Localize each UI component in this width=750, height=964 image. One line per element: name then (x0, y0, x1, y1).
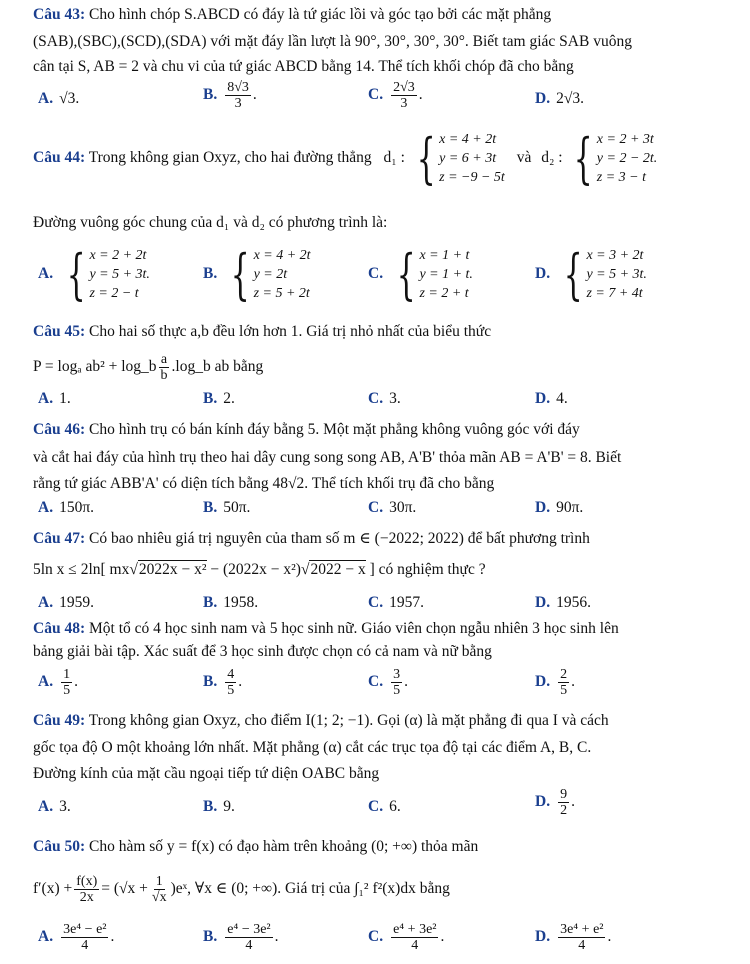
q49-line1: Câu 49: Trong không gian Oxyz, cho điểm I(1; 2; −1). Gọi (α) là mặt phẳng đi qua I và cách (33, 712, 609, 729)
q48-label: Câu 48: (33, 620, 86, 637)
q44-d2-system: { x = 2 + 3t y = 2 − 2t. z = 3 − t (574, 126, 658, 190)
q43-option-b[interactable]: B. $\frac{8√3}{3}$ . (203, 80, 257, 111)
q47-label: Câu 47: (33, 530, 86, 547)
q50-line2: f′(x) + $\frac{f(x)}{2x}$ = (√x + $\frac{1}{√x}$ )eˣ, ∀x ∈ (0; +∞). Giá trị của ∫₁² f²(x)dx bằng (33, 874, 450, 905)
q47-option-b[interactable]: B. 1958. (203, 594, 259, 611)
q47-line1: Câu 47: Có bao nhiêu giá trị nguyên của tham số m ∈ (−2022; 2022) để bất phương trình (33, 530, 590, 547)
q50-label: Câu 50: (33, 838, 86, 855)
q45-line2: P = logₐ ab² + log_b $\frac{a}{b}$ .log_b ab bằng (33, 352, 264, 383)
q50-line1: Câu 50: Cho hàm số y = f(x) có đạo hàm trên khoảng (0; +∞) thỏa mãn (33, 838, 479, 855)
q43-line3: cân tại S, AB = 2 và chu vi của tứ giác ABCD bằng 14. Thể tích khối chóp đã cho bằng (33, 58, 574, 75)
q45-line1: Câu 45: Cho hai số thực a,b đều lớn hơn 1. Giá trị nhỏ nhất của biểu thức (33, 323, 492, 340)
q45-option-c[interactable]: C. 3. (368, 390, 401, 407)
q43-label: Câu 43: (33, 6, 86, 23)
q43-line2: (SAB),(SBC),(SCD),(SDA) với mặt đáy lần lượt là 90°, 30°, 30°, 30°. Biết tam giác SAB vuông (33, 33, 632, 50)
q49-option-d[interactable]: D. $\frac{9}{2}$ . (535, 787, 575, 818)
q46-line2: và cắt hai đáy của hình trụ theo hai dây cung song song AB, A'B' thỏa mãn AB = A'B' = 8. Biết (33, 449, 622, 466)
q47-line2: 5ln x ≤ 2ln[ mx√2022x − x² − (2022x − x²)√2022 − x ] có nghiệm thực ? (33, 561, 486, 578)
q46-line1: Câu 46: Cho hình trụ có bán kính đáy bằng 5. Một mặt phẳng không vuông góc với đáy (33, 421, 580, 438)
q44-option-a[interactable]: A. { x = 2 + 2t y = 5 + 3t. z = 2 − t (38, 242, 150, 306)
q43-text1: Cho hình chóp S.ABCD có đáy là tứ giác lồi và góc tạo bởi các mặt phẳng (88, 6, 552, 23)
q48-option-b[interactable]: B. $\frac{4}{5}$ . (203, 667, 243, 698)
q44-option-b[interactable]: B. { x = 4 + 2t y = 2t z = 5 + 2t (203, 242, 311, 306)
q46-option-a[interactable]: A. 150π. (38, 499, 95, 516)
q44-line2: Đường vuông góc chung của d₁ và d₂ có phương trình là: (33, 214, 388, 231)
q48-option-a[interactable]: A. $\frac{1}{5}$ . (38, 667, 78, 698)
q49-option-c[interactable]: C. 6. (368, 798, 401, 815)
q44-option-c[interactable]: C. { x = 1 + t y = 1 + t. z = 2 + t (368, 242, 473, 306)
q45-option-b[interactable]: B. 2. (203, 390, 235, 407)
q48-line1: Câu 48: Một tổ có 4 học sinh nam và 5 học sinh nữ. Giáo viên chọn ngẫu nhiên 3 học sinh lên (33, 620, 619, 637)
q50-option-a[interactable]: A. $\frac{\text{3e⁴ − e²}}{4}$ . (38, 922, 115, 953)
q47-option-c[interactable]: C. 1957. (368, 594, 424, 611)
q50-option-b[interactable]: B. $\frac{\text{e⁴ − 3e²}}{4}$ . (203, 922, 279, 953)
q47-option-a[interactable]: A. 1959. (38, 594, 94, 611)
q49-line3: Đường kính của mặt cầu ngoại tiếp tứ diện OABC bằng (33, 765, 380, 782)
q44-line1: Câu 44: Trong không gian Oxyz, cho hai đường thẳng d₁ : { x = 4 + 2t y = 6 + 3t z = −9 − 5t và d₂ : { x = 2 + 3t y = 2 − 2t. z = 3 − t (33, 126, 658, 190)
q46-option-b[interactable]: B. 50π. (203, 499, 251, 516)
q48-line2: bảng giải bài tập. Xác suất để 3 học sinh được chọn có cả nam và nữ bằng (33, 643, 492, 660)
q43-option-c[interactable]: C. $\frac{2√3}{3}$ . (368, 80, 423, 111)
q49-option-b[interactable]: B. 9. (203, 798, 235, 815)
q47-option-d[interactable]: D. 1956. (535, 594, 591, 611)
q46-option-d[interactable]: D. 90π. (535, 499, 584, 516)
q50-option-c[interactable]: C. $\frac{\text{e⁴ + 3e²}}{4}$ . (368, 922, 445, 953)
q48-option-c[interactable]: C. $\frac{3}{5}$ . (368, 667, 408, 698)
q44-text1: Trong không gian Oxyz, cho hai đường thẳng (88, 149, 372, 167)
q45-label: Câu 45: (33, 323, 86, 340)
q44-d1-system: { x = 4 + 2t y = 6 + 3t z = −9 − 5t (416, 126, 505, 190)
q48-option-d[interactable]: D. $\frac{2}{5}$ . (535, 667, 575, 698)
q49-line2: gốc tọa độ O một khoảng lớn nhất. Mặt phẳng (α) cắt các trục tọa độ tại các điểm A, B, C. (33, 739, 592, 756)
q50-option-d[interactable]: D. $\frac{\text{3e⁴ + e²}}{4}$ . (535, 922, 612, 953)
q46-line3: rằng tứ giác ABB'A' có diện tích bằng 48√2. Thể tích khối trụ đã cho bằng (33, 475, 495, 492)
q43-line1 (33, 6, 551, 24)
q44-label: Câu 44: (33, 149, 86, 167)
q49-option-a[interactable]: A. 3. (38, 798, 71, 815)
q44-option-d[interactable]: D. { x = 3 + 2t y = 5 + 3t. z = 7 + 4t (535, 242, 647, 306)
q46-option-c[interactable]: C. 30π. (368, 499, 417, 516)
q46-label: Câu 46: (33, 421, 86, 438)
q45-option-a[interactable]: A. 1. (38, 390, 71, 407)
q43-option-d[interactable]: D. 2√3. (535, 90, 584, 107)
q49-label: Câu 49: (33, 712, 86, 729)
q45-option-d[interactable]: D. 4. (535, 390, 568, 407)
q43-option-a[interactable]: A. √3. (38, 90, 80, 107)
